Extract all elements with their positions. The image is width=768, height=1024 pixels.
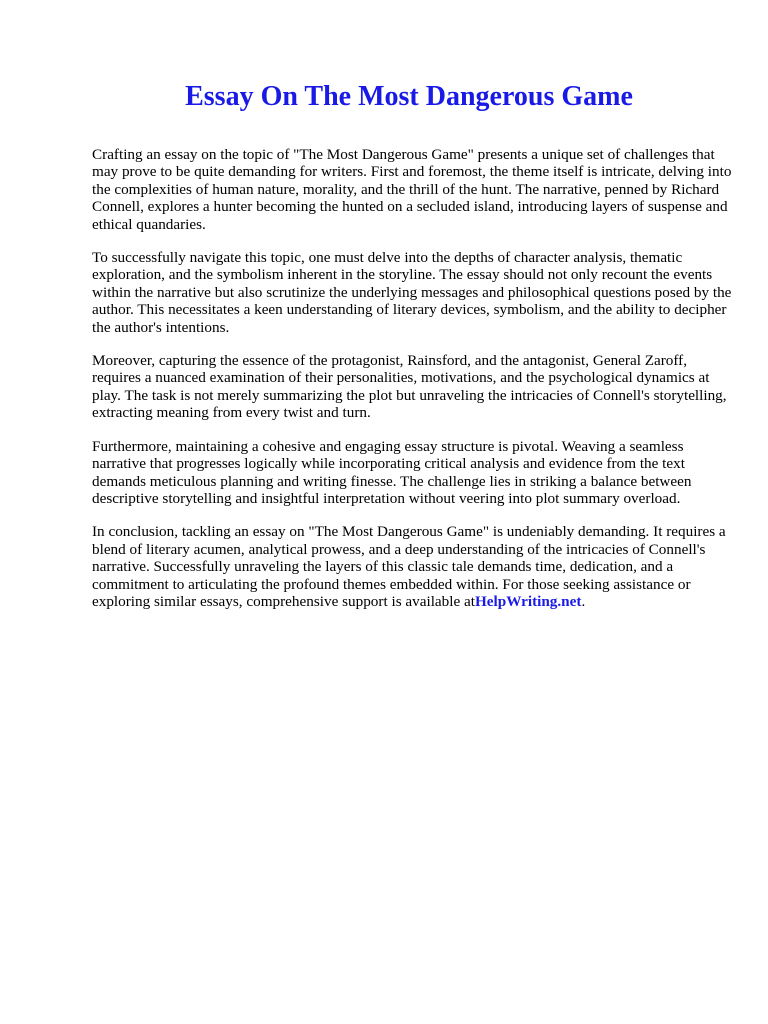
helpwriting-link[interactable]: HelpWriting.net bbox=[474, 592, 582, 610]
paragraph-3: Moreover, capturing the essence of the protagonist, Rainsford, and the antagonist, General Zaroff, requires a nuanced examination of their personalities, motivations, and the psychological dynamics at play. The task is not merely summarizing the plot but unraveling the intricacies of Connell's storytelling, extracting meaning from every twist and turn. bbox=[92, 352, 727, 422]
paragraph-5 bbox=[92, 523, 732, 610]
paragraph-2: To successfully navigate this topic, one must delve into the depths of character analysis, thematic exploration, and the symbolism inherent in the storyline. The essay should not only recount the events within the narrative but also scrutinize the underlying messages and philosophical questions posed by the author. This necessitates a keen understanding of literary devices, symbolism, and the ability to decipher the author's intentions. bbox=[92, 249, 732, 336]
conclusion-trailing: . bbox=[581, 592, 586, 610]
paragraph-4: Furthermore, maintaining a cohesive and engaging essay structure is pivotal. Weaving a seamless narrative that progresses logically while incorporating critical analysis and evidence from the text demands meticulous planning and writing finesse. The challenge lies in striking a balance between descriptive storytelling and insightful interpretation without veering into plot summary overload. bbox=[92, 437, 692, 507]
essay-body bbox=[92, 146, 732, 626]
page-title: Essay On The Most Dangerous Game bbox=[185, 81, 633, 112]
conclusion-text: In conclusion, tackling an essay on "The Most Dangerous Game" is undeniably demanding. It requires a blend of literary acumen, analytical prowess, and a deep understanding of the intricacies of Connell's narrative. Successfully unraveling the layers of this classic tale demands time, dedication, and a commitment to articulating the profound themes embedded within. For those seeking assistance or exploring similar essays, comprehensive support is available at bbox=[92, 523, 726, 610]
paragraph-1: Crafting an essay on the topic of "The Most Dangerous Game" presents a unique set of challenges that may prove to be quite demanding for writers. First and foremost, the theme itself is intricate, delving into the complexities of human nature, morality, and the thrill of the hunt. The narrative, penned by Richard Connell, explores a hunter becoming the hunted on a secluded island, introducing layers of suspense and ethical quandaries. bbox=[92, 146, 732, 233]
